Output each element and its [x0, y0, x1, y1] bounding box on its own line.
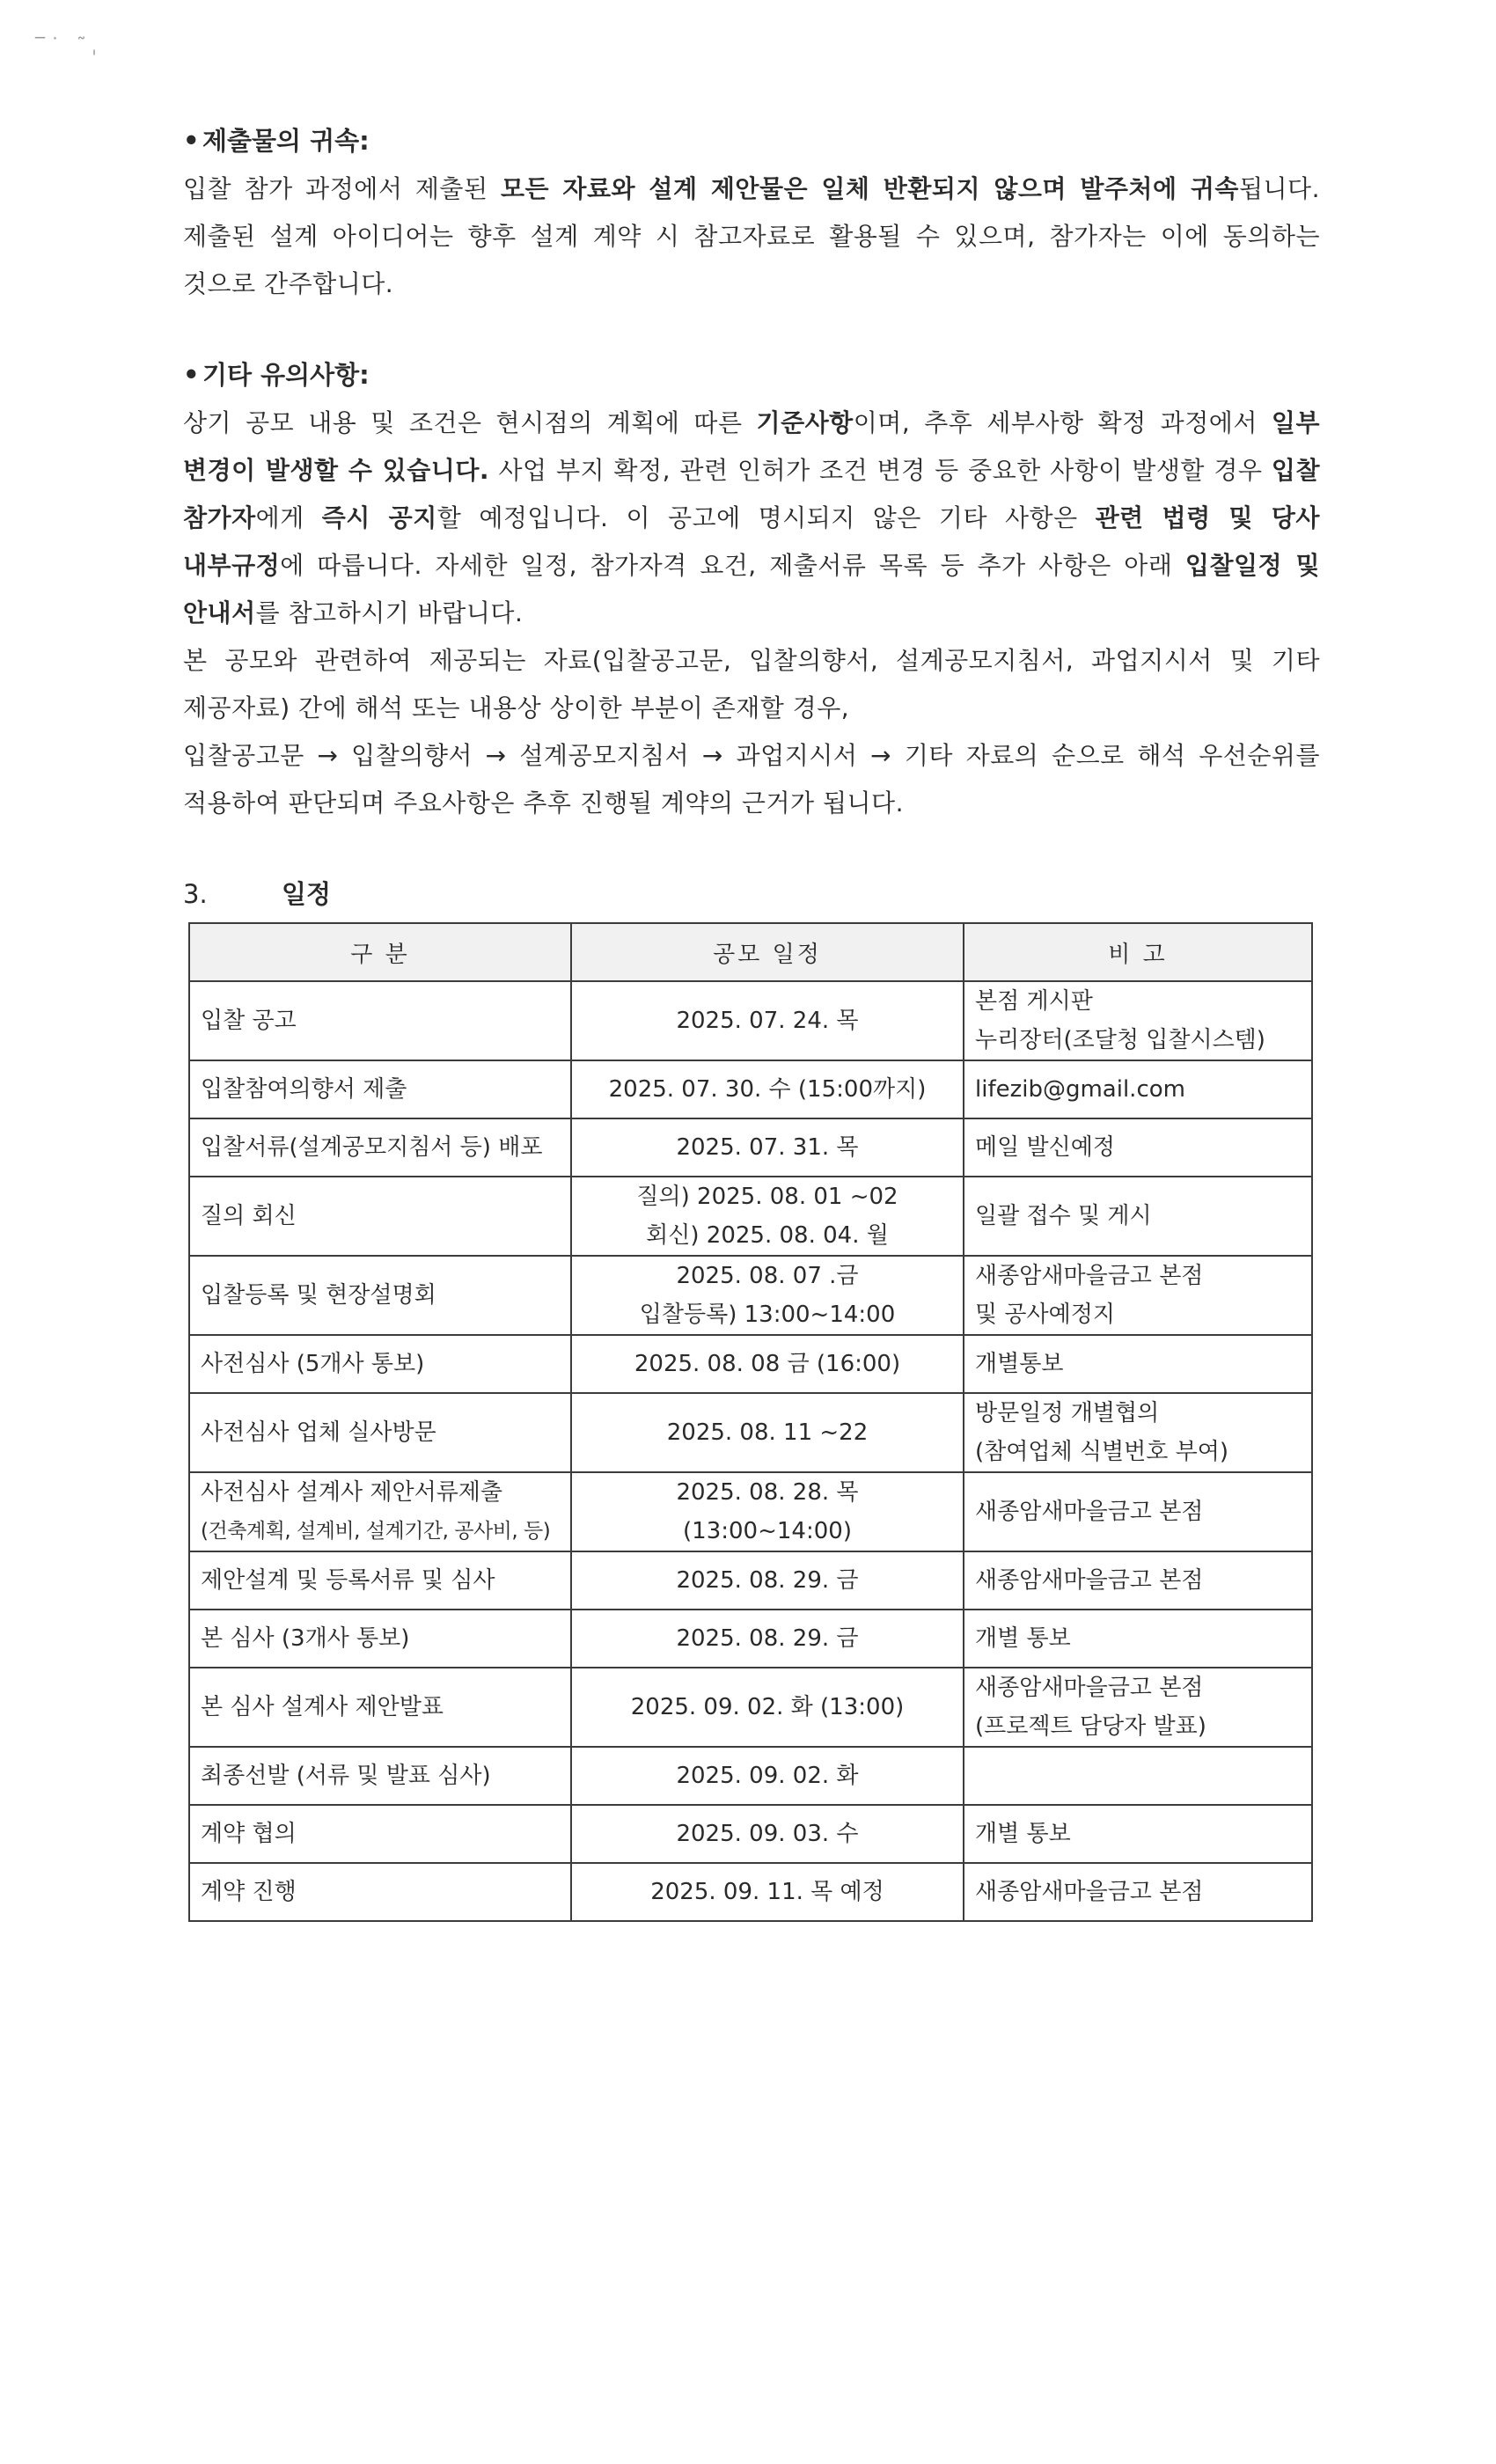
row-note [964, 981, 1312, 1060]
row-category [189, 981, 571, 1060]
row-category [189, 1551, 571, 1610]
section-paragraph [183, 165, 1320, 308]
row-category-line: 사전심사 설계사 제안서류제출 [201, 1479, 503, 1506]
schedule-row [189, 1551, 1312, 1610]
row-category [189, 1610, 571, 1668]
schedule-row [189, 1472, 1312, 1551]
row-category [189, 1747, 571, 1805]
row-date-line: 2025. 08. 11 ~22 [666, 1419, 869, 1446]
schedule-row [189, 1610, 1312, 1668]
header-note: 비 고 [964, 923, 1312, 981]
row-note[interactable] [964, 1060, 1312, 1118]
row-date [571, 1805, 964, 1863]
row-date [571, 1472, 964, 1551]
document-page [183, 123, 1320, 1922]
row-date-line: 2025. 09. 11. 목 예정 [650, 1879, 884, 1905]
row-date [571, 1060, 964, 1118]
row-date-line: 2025. 08. 07 .금 [676, 1263, 859, 1289]
row-date-line: 2025. 09. 03. 수 [676, 1821, 859, 1847]
row-note-line: 새종암새마을금고 본점 [975, 1263, 1204, 1289]
schedule-number: 3. [183, 879, 208, 909]
row-date-line: 2025. 09. 02. 화 [676, 1763, 859, 1789]
row-category [189, 1060, 571, 1118]
row-category [189, 1335, 571, 1393]
row-note [964, 1335, 1312, 1393]
row-category [189, 1805, 571, 1863]
row-date [571, 1118, 964, 1177]
row-note-line: 메일 발신예정 [975, 1134, 1115, 1161]
schedule-heading [183, 876, 1320, 912]
row-date-line: 2025. 08. 28. 목 [676, 1479, 859, 1506]
row-date [571, 1256, 964, 1335]
row-date [571, 1668, 964, 1747]
row-note-line: 새종암새마을금고 본점 [975, 1567, 1204, 1594]
body-text: 사업 부지 확정, 관련 인허가 조건 변경 등 중요한 사항이 발생할 경우 [489, 456, 1272, 485]
row-date-line: 회신) 2025. 08. 04. 월 [646, 1222, 889, 1249]
row-note [964, 1551, 1312, 1610]
row-note-line: lifezib@gmail.com [975, 1076, 1185, 1103]
row-note-line: 본점 게시판 [975, 988, 1093, 1015]
row-category-line: 최종선발 (서류 및 발표 심사) [201, 1763, 491, 1789]
emphasis-text: 즉시 공지 [321, 503, 437, 532]
row-note [964, 1805, 1312, 1863]
schedule-header-row [189, 923, 1312, 981]
row-date-line: 2025. 08. 08 금 (16:00) [634, 1351, 901, 1377]
row-note-line: 방문일정 개별협의 [975, 1400, 1160, 1426]
body-text: 이며, 추후 세부사항 확정 과정에서 [853, 408, 1272, 437]
schedule-row [189, 1118, 1312, 1177]
scan-artifact: ‾˙ ˜ˌ [35, 35, 103, 57]
schedule-row [189, 1256, 1312, 1335]
body-text: 상기 공모 내용 및 조건은 현시점의 계획에 따른 [183, 408, 757, 437]
row-note-line: 새종암새마을금고 본점 [975, 1879, 1204, 1905]
row-note [964, 1393, 1312, 1472]
row-note-line: 개별 통보 [975, 1625, 1071, 1652]
emphasis-text: 모든 자료와 설계 제안물은 일체 반환되지 않으며 발주처에 귀속 [501, 174, 1239, 203]
row-note-line: 새종암새마을금고 본점 [975, 1675, 1204, 1701]
bullet-icon: • [183, 360, 200, 390]
row-date-line: 2025. 07. 24. 목 [676, 1008, 859, 1034]
row-category-line: 계약 진행 [201, 1879, 297, 1905]
emphasis-text: 입찰 참가자 [183, 456, 1320, 532]
row-note [964, 1668, 1312, 1747]
row-note [964, 1863, 1312, 1921]
row-date-line: 2025. 07. 31. 목 [676, 1134, 859, 1161]
schedule-title: 일정 [282, 879, 332, 909]
row-category-line: 계약 협의 [201, 1821, 297, 1847]
row-note-line: (프로젝트 담당자 발표) [975, 1713, 1206, 1740]
schedule-table [188, 922, 1313, 1922]
row-note-line: 개별통보 [975, 1351, 1064, 1377]
row-date-line: 2025. 08. 29. 금 [676, 1567, 859, 1594]
section-heading [183, 357, 1320, 392]
row-note-line: 일괄 접수 및 게시 [975, 1203, 1152, 1229]
row-note [964, 1177, 1312, 1256]
schedule-row [189, 1177, 1312, 1256]
row-note [964, 1472, 1312, 1551]
row-category-line: 사전심사 (5개사 통보) [201, 1351, 425, 1377]
body-text: 입찰 참가 과정에서 제출된 [183, 174, 501, 203]
row-note-line: 새종암새마을금고 본점 [975, 1499, 1204, 1525]
section-paragraph [183, 637, 1320, 732]
body-text: 본 공모와 관련하여 제공되는 자료(입찰공고문, 입찰의향서, 설계공모지침서, 과업지시서 및 기타 제공자료) 간에 해석 또는 내용상 상이한 부분이 존재할 경우, [183, 646, 1320, 722]
row-note-line: 및 공사예정지 [975, 1302, 1115, 1328]
body-text: 됩니다. 제출된 설계 아이디어는 향후 설계 계약 시 참고자료로 활용될 수 있으며, 참가자는 이에 동의하는 것으로 간주합니다. [183, 174, 1320, 298]
row-category-line: (건축계획, 설계비, 설계기간, 공사비, 등) [201, 1520, 551, 1543]
row-date [571, 981, 964, 1060]
row-category-line: 본 심사 (3개사 통보) [201, 1625, 410, 1652]
row-category-line: 본 심사 설계사 제안발표 [201, 1694, 444, 1720]
section-paragraph [183, 400, 1320, 637]
row-category-line: 질의 회신 [201, 1203, 297, 1229]
row-date [571, 1610, 964, 1668]
row-date-line: 2025. 07. 30. 수 (15:00까지) [608, 1076, 927, 1103]
row-date [571, 1551, 964, 1610]
row-note-line: 개별 통보 [975, 1821, 1071, 1847]
row-category [189, 1118, 571, 1177]
body-text: 할 예정입니다. 이 공고에 명시되지 않은 기타 사항은 [436, 503, 1096, 532]
emphasis-text: 기준사항 [756, 408, 854, 437]
row-category-line: 사전심사 업체 실사방문 [201, 1419, 436, 1446]
row-category [189, 1668, 571, 1747]
row-note-line: (참여업체 식별번호 부여) [975, 1439, 1228, 1465]
row-category-line: 입찰등록 및 현장설명회 [201, 1282, 436, 1309]
body-text: 입찰공고문 → 입찰의향서 → 설계공모지침서 → 과업지시서 → 기타 자료의 순으로 해석 우선순위를 적용하여 판단되며 주요사항은 추후 진행될 계약의 근거가 됩니다. [183, 741, 1320, 818]
schedule-row [189, 1668, 1312, 1747]
body-text: 에 따릅니다. 자세한 일정, 참가자격 요건, 제출서류 목록 등 추가 사항은 아래 [280, 551, 1185, 580]
row-category-line: 입찰 공고 [201, 1008, 297, 1034]
body-text: 에게 [255, 503, 322, 532]
row-category [189, 1472, 571, 1551]
section-title: 제출물의 귀속: [202, 126, 370, 156]
row-note-line: 누리장터(조달청 입찰시스템) [975, 1027, 1265, 1053]
row-category [189, 1863, 571, 1921]
row-note [964, 1747, 1312, 1805]
schedule-row [189, 1060, 1312, 1118]
emphasis-text: 입찰일정 및 안내서 [183, 551, 1320, 627]
row-note [964, 1118, 1312, 1177]
bullet-icon: • [183, 126, 200, 156]
schedule-row [189, 1805, 1312, 1863]
body-text: 를 참고하시기 바랍니다. [255, 598, 524, 627]
row-category-line: 제안설계 및 등록서류 및 심사 [201, 1567, 495, 1594]
row-date-line: 2025. 08. 29. 금 [676, 1625, 859, 1652]
schedule-row [189, 1393, 1312, 1472]
row-category [189, 1256, 571, 1335]
schedule-row [189, 1747, 1312, 1805]
notice-section [183, 123, 1320, 308]
notice-section [183, 357, 1320, 827]
section-heading [183, 123, 1320, 158]
row-note [964, 1610, 1312, 1668]
row-category [189, 1177, 571, 1256]
row-date [571, 1177, 964, 1256]
row-date [571, 1747, 964, 1805]
schedule-row [189, 1863, 1312, 1921]
row-category-line: 입찰서류(설계공모지침서 등) 배포 [201, 1134, 543, 1161]
row-date-line: 질의) 2025. 08. 01 ~02 [636, 1184, 898, 1210]
schedule-row [189, 1335, 1312, 1393]
emphasis-text: 관련 법령 및 당사 내부규정 [183, 503, 1320, 580]
section-title: 기타 유의사항: [202, 360, 370, 390]
emphasis-text: 일부 변경이 발생할 수 있습니다. [183, 408, 1320, 485]
row-date [571, 1863, 964, 1921]
schedule-body [189, 981, 1312, 1921]
schedule-row [189, 981, 1312, 1060]
row-date-line: 2025. 09. 02. 화 (13:00) [630, 1694, 905, 1720]
row-note [964, 1256, 1312, 1335]
section-paragraph [183, 732, 1320, 827]
row-category-line: 입찰참여의향서 제출 [201, 1076, 407, 1103]
row-category [189, 1393, 571, 1472]
header-date: 공모 일정 [571, 923, 964, 981]
row-date [571, 1335, 964, 1393]
row-date-line: (13:00~14:00) [683, 1518, 852, 1544]
notice-sections [183, 123, 1320, 827]
row-date-line: 입찰등록) 13:00~14:00 [639, 1302, 896, 1328]
row-date [571, 1393, 964, 1472]
header-category: 구 분 [189, 923, 571, 981]
